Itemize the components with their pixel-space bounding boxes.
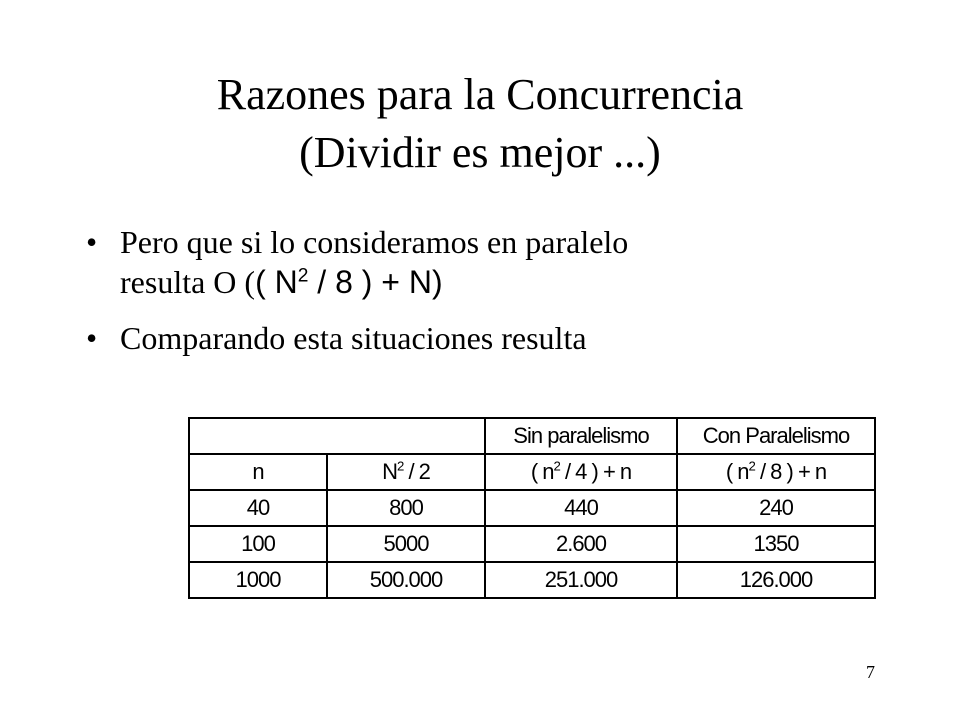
table-cell: 240	[677, 490, 875, 526]
col-header-n: n	[189, 454, 327, 490]
con-a: ( n	[725, 459, 749, 484]
sin-exp: 2	[553, 458, 560, 474]
group-header-empty	[189, 418, 485, 454]
table-cell: 2.600	[485, 526, 677, 562]
table-cell: 440	[485, 490, 677, 526]
formula-part-a: ( N	[255, 264, 298, 300]
bullet-1-formula	[255, 264, 443, 300]
bullet-dot: •	[86, 224, 98, 260]
col-header-con-formula	[677, 454, 875, 490]
title-line-2: (Dividir es mejor ...)	[299, 128, 661, 177]
col-header-n-squared-half	[327, 454, 485, 490]
con-b: / 8 ) + n	[754, 459, 827, 484]
formula-exponent: 2	[297, 265, 309, 287]
n2-exp: 2	[396, 458, 404, 474]
table-group-header-row	[189, 418, 875, 454]
bullet-item-2	[86, 318, 886, 358]
page-number: 7	[866, 662, 875, 682]
group-header-con-paralelismo: Con Paralelismo	[677, 418, 875, 454]
table-row	[189, 490, 875, 526]
table-cell: 800	[327, 490, 485, 526]
slide-title	[0, 66, 960, 182]
table-cell: 5000	[327, 526, 485, 562]
bullet-list	[86, 222, 886, 374]
table-cell: 1350	[677, 526, 875, 562]
table-column-header-row	[189, 454, 875, 490]
table-cell: 40	[189, 490, 327, 526]
table-cell: 126.000	[677, 562, 875, 598]
table-cell: 1000	[189, 562, 327, 598]
bullet-1-line-1: Pero que si lo consideramos en paralelo	[120, 224, 629, 260]
table-row	[189, 526, 875, 562]
table-cell: 500.000	[327, 562, 485, 598]
bullet-item-1	[86, 222, 886, 302]
bullet-1-line-2-prefix: resulta O (	[120, 264, 256, 300]
con-exp: 2	[748, 458, 755, 474]
sin-b: / 4 ) + n	[559, 459, 632, 484]
n2-rest: / 2	[403, 459, 430, 484]
bullet-1-text	[120, 222, 628, 302]
bullet-2-text: Comparando esta situaciones resulta	[120, 320, 587, 356]
n2-base: N	[382, 459, 397, 484]
comparison-table	[188, 417, 876, 599]
table-cell: 251.000	[485, 562, 677, 598]
title-line-1: Razones para la Concurrencia	[216, 70, 744, 119]
bullet-dot: •	[86, 320, 98, 356]
group-header-sin-paralelismo: Sin paralelismo	[485, 418, 677, 454]
table-row	[189, 562, 875, 598]
col-header-sin-formula	[485, 454, 677, 490]
table-cell: 100	[189, 526, 327, 562]
sin-a: ( n	[530, 459, 554, 484]
formula-part-b: / 8 ) + N)	[308, 264, 443, 300]
